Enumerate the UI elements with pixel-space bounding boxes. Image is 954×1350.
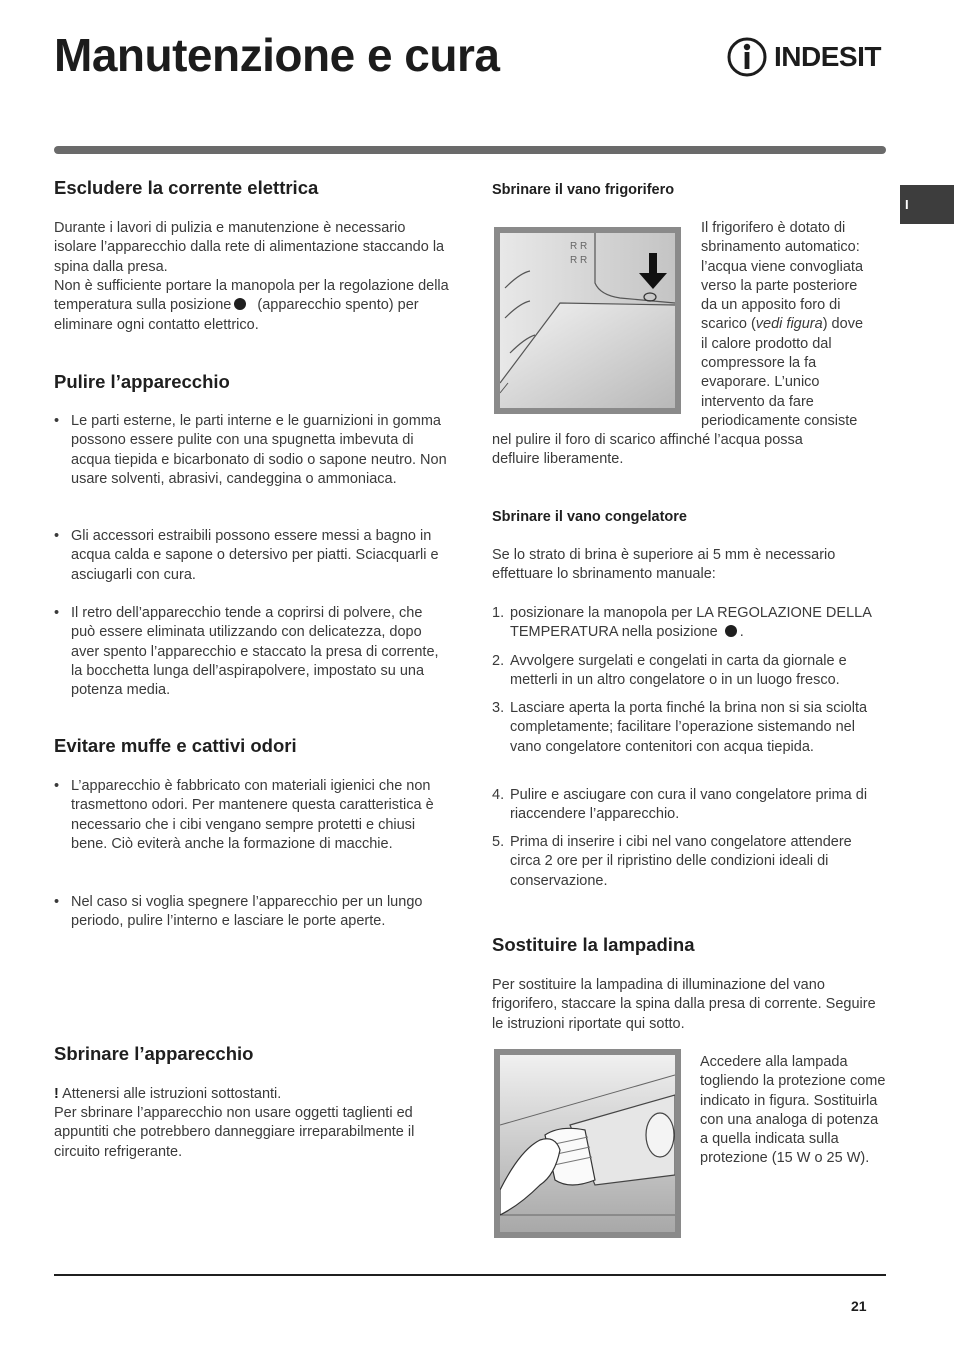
- list-item: • Il retro dell’apparecchio tende a coprirsi di polvere, che può essere eliminata utilizzando con delicatezza, dopo aver spento l’apparecchio e staccato la presa di corrente, la bocchetta lunga dell’aspirapolvere, impostato su una potenza media.: [54, 604, 447, 700]
- section-heading-lamp: Sostituire la lampadina: [492, 934, 695, 955]
- svg-text:R R: R R: [570, 241, 588, 252]
- fridge-drain-figure: [494, 227, 681, 414]
- svg-text:R R: R R: [570, 255, 588, 266]
- step-item: 1. posizionare la manopola per LA REGOLAZIONE DELLA TEMPERATURA nella posizione .: [492, 605, 872, 641]
- lamp-replacement-figure: [494, 1049, 681, 1238]
- step-item: 5. Prima di inserire i cibi nel vano congelatore attendere circa 2 ore per il ripristino delle condizioni ideali di conservazione.: [492, 834, 852, 889]
- list-item: • Le parti esterne, le parti interne e le guarnizioni in gomma possono essere pulite con una spugnetta imbevuta di acqua tiepida e bicarbonato di sodio o sapone neutro. Non usare solventi, abrasivi, candeggina o ammoniaca.: [54, 412, 447, 489]
- subheading-fridge-defrost: Sbrinare il vano frigorifero: [492, 182, 675, 198]
- section-heading-cleaning: Pulire l’apparecchio: [54, 371, 230, 392]
- language-tab: I: [900, 185, 954, 224]
- lamp-replacement-illustration: [500, 1055, 675, 1232]
- step-item: 3. Lasciare aperta la porta finché la brina non si sia sciolta completamente; facilitare l’operazione sistemando nel vano congelatore contenitori con acqua tiepida.: [492, 700, 868, 755]
- paragraph: Durante i lavori di pulizia e manutenzione è necessario isolare l’apparecchio dalla rete di alimentazione staccando la spina dalla presa.: [54, 220, 445, 275]
- right-column: [492, 0, 886, 1270]
- fridge-defrost-text-side: Il frigorifero è dotato di sbrinamento automatico: l’acqua viene convogliata verso la parte posteriore da un apposito foro di scarico (vedi figura) dove il calore prodotto dal compressore la fa evaporare. L’unico intervento da fare periodicamente consiste: [701, 220, 864, 429]
- list-item: • Gli accessori estraibili possono essere messi a bagno in acqua calda e sapone o detersivo per piatti. Sciacquarli e asciugarli con cura.: [54, 527, 447, 585]
- list-item: • L’apparecchio è fabbricato con materiali igienici che non trasmettono odori. Per mantenere questa caratteristica è necessario che i cibi vengano sempre protetti e chiusi bene. Ciò eviterà anche la formazione di macchie.: [54, 777, 447, 854]
- paragraph: Non è sufficiente portare la manopola per la regolazione della temperatura sulla posizione (apparecchio spento) per eliminare ogni contatto elettrico.: [54, 278, 449, 333]
- step-item: 2. Avvolgere surgelati e congelati in carta da giornale e metterli in un altro congelatore o in un luogo fresco.: [492, 653, 847, 689]
- off-position-dot-icon: [234, 298, 246, 310]
- list-item: • Nel caso si voglia spegnere l’apparecchio per un lungo periodo, pulire l’interno e lasciare le porte aperte.: [54, 893, 447, 932]
- lamp-instructions: Accedere alla lampada togliendo la protezione come indicato in figura. Sostituirla con una analoga di potenza a quella indicata sulla protezione (15 W o 25 W).: [700, 1054, 886, 1167]
- paragraph: Per sbrinare l’apparecchio non usare oggetti taglienti ed appuntiti che potrebbero danneggiare irreparabilmente il circuito refrigerante.: [54, 1105, 415, 1160]
- footer-divider: [54, 1274, 886, 1276]
- paragraph: Se lo strato di brina è superiore ai 5 mm è necessario effettuare lo sbrinamento manuale:: [492, 547, 836, 583]
- fridge-drain-illustration: [500, 233, 675, 408]
- subheading-freezer-defrost: Sbrinare il vano congelatore: [492, 509, 687, 525]
- fridge-defrost-text-full: nel pulire il foro di scarico affinché l’acqua possa defluire liberamente.: [492, 432, 803, 468]
- section-heading-odors: Evitare muffe e cattivi odori: [54, 735, 297, 756]
- warning-icon: !: [54, 1086, 59, 1102]
- page-title: Manutenzione e cura: [54, 29, 500, 81]
- off-position-dot-icon: [725, 625, 737, 637]
- page-number: 21: [851, 1298, 867, 1314]
- step-item: 4. Pulire e asciugare con cura il vano congelatore prima di riaccendere l’apparecchio.: [492, 787, 868, 823]
- section-heading-power: Escludere la corrente elettrica: [54, 177, 319, 198]
- warning-line: ! Attenersi alle istruzioni sottostanti.: [54, 1086, 282, 1102]
- paragraph: Per sostituire la lampadina di illuminazione del vano frigorifero, staccare la spina dalla presa di corrente. Seguire le istruzioni riportate qui sotto.: [492, 977, 876, 1032]
- logo-wordmark: INDESIT: [774, 41, 881, 72]
- left-column: [54, 0, 454, 1270]
- section-heading-defrost: Sbrinare l’apparecchio: [54, 1043, 254, 1064]
